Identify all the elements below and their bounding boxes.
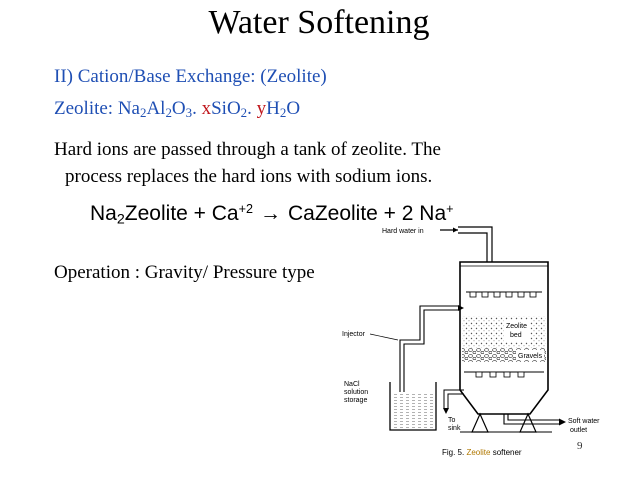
injector-pipe bbox=[400, 306, 460, 392]
arrow-icon bbox=[453, 228, 458, 233]
arrow-icon bbox=[559, 419, 566, 426]
equation-part: Zeolite + Ca bbox=[124, 202, 239, 225]
formula-part: Al bbox=[146, 98, 166, 119]
soft-water-outlet-label: outlet bbox=[570, 427, 588, 434]
operation-text: Operation : Gravity/ Pressure type bbox=[54, 262, 315, 283]
nacl-label: storage bbox=[344, 397, 368, 404]
caption-suffix: softener bbox=[490, 448, 522, 457]
equation-part: Na bbox=[90, 202, 117, 225]
equation-sup: +2 bbox=[238, 202, 253, 217]
figure-caption bbox=[442, 448, 522, 457]
formula-part: . bbox=[192, 98, 202, 119]
drain-pipe bbox=[444, 390, 464, 408]
formula-variable-y: y bbox=[256, 98, 267, 119]
caption-highlight: Zeolite bbox=[466, 448, 491, 457]
formula-part: O bbox=[286, 98, 301, 119]
body-text-line-1: Hard ions are passed through a tank of zeolite. The bbox=[54, 139, 441, 160]
body-text-line-2: process replaces the hard ions with sodium ions. bbox=[65, 166, 433, 187]
caption-prefix: Fig. 5. bbox=[442, 448, 467, 457]
hard-water-in-label: Hard water in bbox=[382, 228, 424, 235]
zeolite-softener-diagram bbox=[340, 222, 632, 462]
formula-label: Zeolite: Na bbox=[54, 98, 140, 119]
tank-leg bbox=[472, 414, 488, 432]
formula-sub: 3 bbox=[185, 105, 193, 121]
formula-sub: 2 bbox=[240, 105, 248, 121]
equation-sub: 2 bbox=[116, 211, 125, 228]
to-sink-label: To bbox=[448, 417, 456, 424]
zeolite-bed-label: Zeolite bbox=[506, 323, 528, 330]
formula-part: H bbox=[266, 98, 280, 119]
formula-part: SiO bbox=[211, 98, 241, 119]
nacl-solution bbox=[391, 394, 435, 429]
zeolite-bed-label: bed bbox=[510, 332, 522, 339]
tank-leg bbox=[520, 414, 536, 432]
page-number: 9 bbox=[577, 440, 583, 452]
inlet-pipe bbox=[458, 227, 492, 262]
injector-label: Injector bbox=[342, 331, 365, 338]
equation-sup: + bbox=[446, 202, 454, 217]
zeolite-formula bbox=[54, 98, 300, 121]
arrow-icon: → bbox=[259, 202, 281, 225]
equation-part: CaZeolite + 2 Na bbox=[287, 202, 447, 225]
gravels-label: Gravels bbox=[518, 353, 543, 360]
slide-title: Water Softening bbox=[208, 4, 430, 41]
formula-part: . bbox=[247, 98, 257, 119]
section-heading: II) Cation/Base Exchange: (Zeolite) bbox=[54, 66, 327, 87]
to-sink-label: sink bbox=[448, 425, 461, 432]
nacl-label: solution bbox=[344, 389, 369, 396]
formula-variable-x: x bbox=[201, 98, 212, 119]
soft-water-outlet-label: Soft water bbox=[568, 418, 600, 425]
formula-part: O bbox=[171, 98, 186, 119]
formula-sub: 2 bbox=[279, 105, 287, 121]
formula-sub: 2 bbox=[140, 105, 147, 121]
nacl-label: NaCl bbox=[344, 381, 360, 388]
formula-sub: 2 bbox=[165, 105, 172, 121]
